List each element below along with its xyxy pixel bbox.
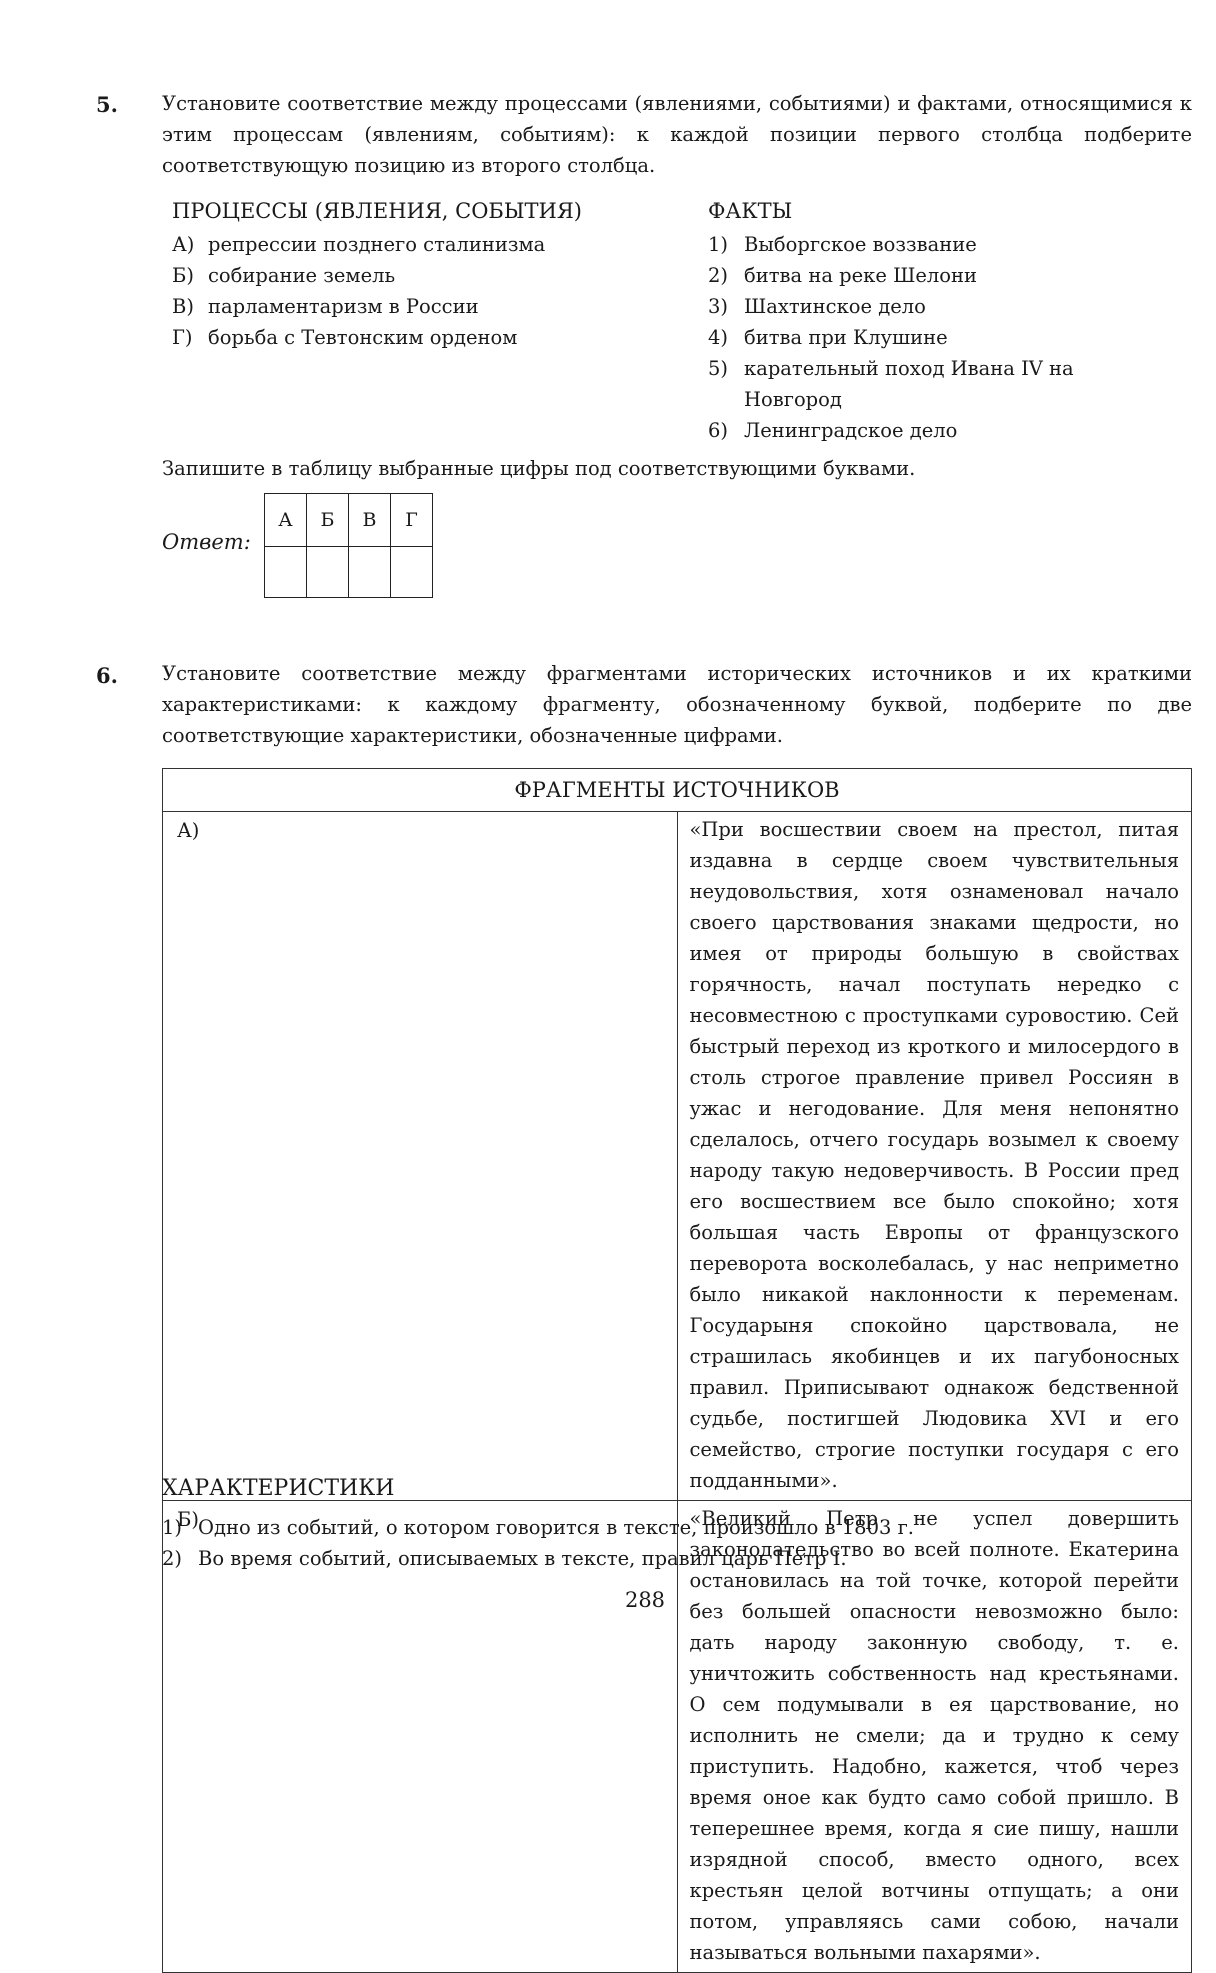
fact-label: 5) <box>708 357 729 380</box>
process-label: Б) <box>172 264 194 287</box>
task-6-text: Установите соответствие между фрагментами исторических источников и их краткими характеристиками: к каждому фрагменту, обозначенному буквой, подберите по две соответствующие характеристики, обозначенные цифрами. <box>162 662 1192 747</box>
fact-item <box>708 291 1108 322</box>
fact-text: Шахтинское дело <box>744 295 926 318</box>
answer-letter: В <box>349 494 391 547</box>
facts-list <box>708 229 1108 446</box>
fact-label: 2) <box>708 264 729 287</box>
fact-item <box>708 260 1108 291</box>
process-label: В) <box>172 295 194 318</box>
fact-label: 1) <box>708 233 729 256</box>
fragment-label: Б) <box>163 1501 678 1973</box>
fact-label: 4) <box>708 326 729 349</box>
fragment-text: «При восшествии своем на престол, питая издавна в сердце своем чувствительныя неудовольствия, хотя ознаменовал начало своего царствования знаками щедрости, но имея от природы большую в свойствах горячность, начал поступать нередко с несовместною с проступками суровостию. Сей быстрый переход из кроткого и милосердого в столь строгое правление привел Россиян в ужас и негодование. Для меня непонятно сделалось, отчего государь возымел к своему народу такую недоверчивость. В России пред его восшествием все было спокойно; хотя большая часть Европы от французского переворота восколебалась, у нас неприметно было никакой наклонности к переменам. Государыня спокойно царствовала, не страшилась якобинцев и их пагубоносных правил. Приписывают однакож бедственной судьбе, постигшей Людовика XVI и его семейство, строгие поступки государя с его подданными». <box>677 812 1192 1501</box>
process-text: собирание земель <box>208 264 396 287</box>
page-number: 288 <box>624 1588 666 1612</box>
answer-cell-v[interactable] <box>349 547 391 598</box>
fragment-text: «Великий Петр не успел довершить законодательство во всей полноте. Екатерина остановилась на той точке, которой перейти без большей опасности невозможно было: дать народу законную свободу, т. е. уничтожить собственность над крестьянами. О сем подумывали в ея царствование, но исполнить не смели; да и трудно к сему приступить. Надобно, кажется, чтоб через время оное как будто само собой пришло. В теперешнее время, когда я сие пишу, нашли изрядной способ, вместо одного, всех крестьян целой вотчины отпущать; а они потом, управляясь сами собою, начали называться вольными пахарями». <box>677 1501 1192 1973</box>
fact-text: карательный поход Ивана IV на Новгород <box>744 357 1074 411</box>
fact-item <box>708 415 1108 446</box>
process-text: борьба с Тевтонским орденом <box>208 326 518 349</box>
fact-label: 6) <box>708 419 729 442</box>
characteristics-header: ХАРАКТЕРИСТИКИ <box>162 1476 395 1501</box>
characteristic-item <box>162 1512 1192 1543</box>
answer-cell-a[interactable] <box>265 547 307 598</box>
characteristic-text: Во время событий, описываемых в тексте, правил царь Петр I. <box>198 1547 847 1570</box>
processes-header: ПРОЦЕССЫ (ЯВЛЕНИЯ, СОБЫТИЯ) <box>172 199 583 223</box>
process-item <box>172 229 652 260</box>
task-5-number: 5. <box>96 92 118 117</box>
facts-header: ФАКТЫ <box>708 199 793 223</box>
task-6-number: 6. <box>96 663 118 688</box>
fact-item <box>708 353 1108 415</box>
characteristics-list <box>162 1512 1192 1574</box>
characteristic-text: Одно из событий, о котором говорится в тексте, произошло в 1803 г. <box>198 1516 915 1539</box>
fact-text: Ленинградское дело <box>744 419 958 442</box>
fact-item <box>708 229 1108 260</box>
process-item <box>172 291 652 322</box>
process-text: репрессии позднего сталинизма <box>208 233 546 256</box>
processes-list <box>172 229 652 353</box>
fragment-label: А) <box>163 812 678 1501</box>
answer-instruction: Запишите в таблицу выбранные цифры под соответствующими буквами. <box>162 457 916 480</box>
fact-item <box>708 322 1108 353</box>
fact-text: битва при Клушине <box>744 326 948 349</box>
characteristic-label: 2) <box>162 1547 183 1570</box>
process-label: А) <box>172 233 195 256</box>
answer-cell-g[interactable] <box>391 547 433 598</box>
answer-table <box>264 493 433 598</box>
process-item <box>172 260 652 291</box>
answer-letter: Г <box>391 494 433 547</box>
fragments-table <box>162 768 1192 1973</box>
answer-label: Ответ: <box>162 530 251 554</box>
characteristic-item <box>162 1543 1192 1574</box>
fact-text: Выборгское воззвание <box>744 233 977 256</box>
fact-text: битва на реке Шелони <box>744 264 978 287</box>
answer-letter: А <box>265 494 307 547</box>
fragment-row <box>163 812 1192 1501</box>
answer-cell-b[interactable] <box>307 547 349 598</box>
characteristic-label: 1) <box>162 1516 183 1539</box>
process-label: Г) <box>172 326 193 349</box>
fragments-table-header: ФРАГМЕНТЫ ИСТОЧНИКОВ <box>163 769 1192 812</box>
process-text: парламентаризм в России <box>208 295 479 318</box>
process-item <box>172 322 652 353</box>
fact-label: 3) <box>708 295 729 318</box>
answer-letter: Б <box>307 494 349 547</box>
task-5-text: Установите соответствие между процессами (явлениями, событиями) и фактами, относящимися к этим процессам (явлениям, событиям): к каждой позиции первого столбца подберите соответствующую позицию из второго столбца. <box>162 92 1192 177</box>
